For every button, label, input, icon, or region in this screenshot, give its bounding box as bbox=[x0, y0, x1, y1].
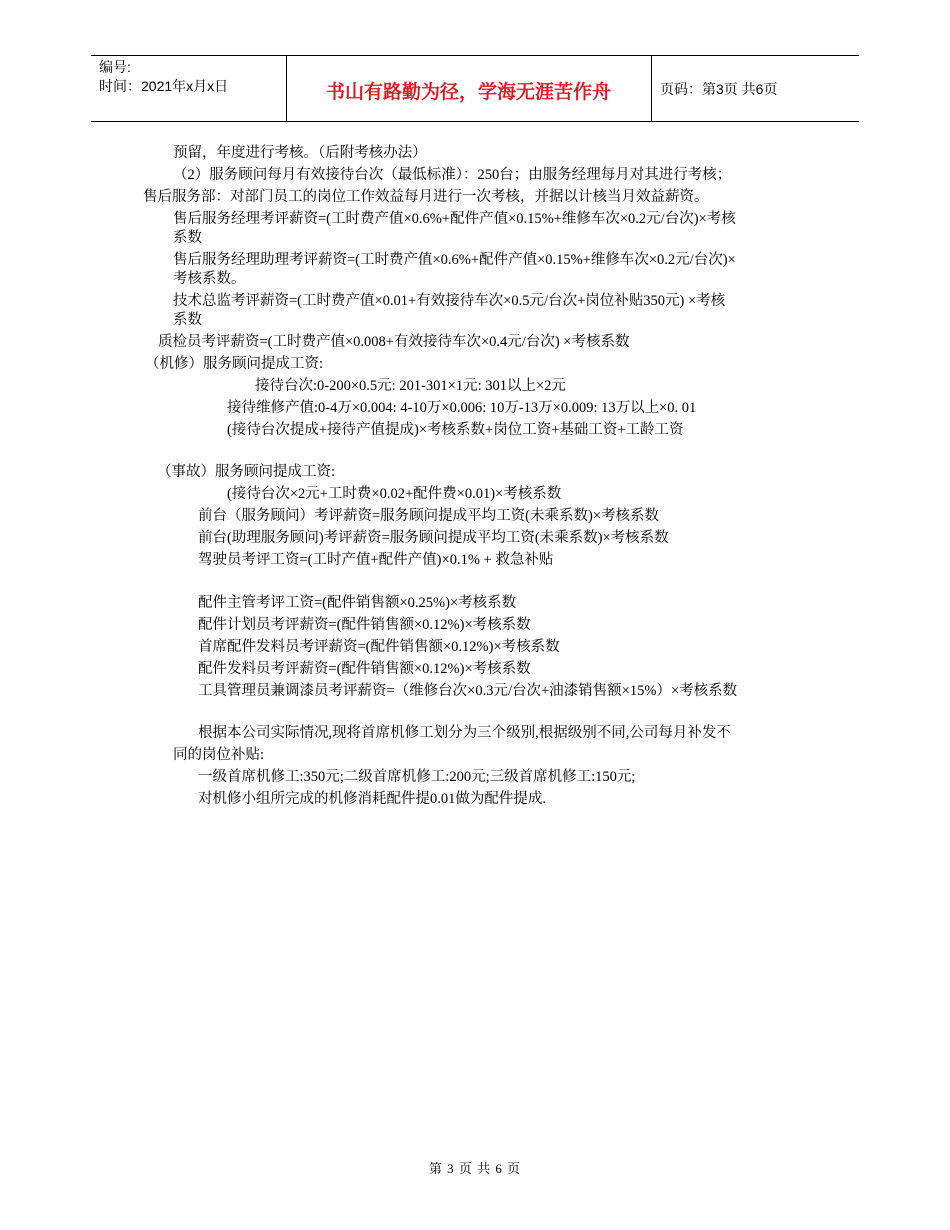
body-line: 系数 bbox=[173, 230, 202, 246]
body-line: 接待台次:0-200×0.5元: 201-301×1元: 301以上×2元 bbox=[255, 378, 566, 394]
header-bottom-rule bbox=[91, 121, 859, 122]
body-line: 售后服务经理助理考评薪资=(工时费产值×0.6%+配件产值×0.15%+维修车次×0.2元/台次)× bbox=[173, 252, 736, 268]
body-line: 首席配件发料员考评薪资=(配件销售额×0.12%)×考核系数 bbox=[198, 639, 560, 655]
body-line: （事故）服务顾问提成工资: bbox=[157, 464, 336, 480]
header-page-indicator: 页码：第3页 共6页 bbox=[660, 81, 778, 97]
body-line: 一级首席机修工:350元;二级首席机修工:200元;三级首席机修工:150元; bbox=[198, 769, 636, 785]
body-line: （2）服务顾问每月有效接待台次（最低标准）：250台；由服务经理每月对其进行考核； bbox=[173, 167, 732, 183]
body-line: 根据本公司实际情况,现将首席机修工划分为三个级别,根据级别不同,公司每月补发不 bbox=[198, 725, 731, 741]
body-line: 系数 bbox=[173, 312, 202, 328]
footer-page-number: 第 3 页 共 6 页 bbox=[428, 1161, 522, 1176]
body-line: 前台(助理服务顾问)考评薪资=服务顾问提成平均工资(未乘系数)×考核系数 bbox=[198, 530, 669, 546]
body-line: 质检员考评薪资=(工时费产值×0.008+有效接待车次×0.4元/台次) ×考核系数 bbox=[158, 334, 630, 350]
body-line: (接待台次×2元+工时费×0.02+配件费×0.01)×考核系数 bbox=[227, 486, 562, 502]
header-divider-right bbox=[651, 55, 652, 121]
body-line: 售后服务经理考评薪资=(工时费产值×0.6%+配件产值×0.15%+维修车次×0.2元/台次)×考核 bbox=[173, 211, 736, 227]
body-line: 配件计划员考评薪资=(配件销售额×0.12%)×考核系数 bbox=[198, 617, 531, 633]
header-info bbox=[99, 58, 228, 96]
body-line: 前台（服务顾问）考评薪资=服务顾问提成平均工资(未乘系数)×考核系数 bbox=[198, 508, 660, 524]
body-line: (接待台次提成+接待产值提成)×考核系数+岗位工资+基础工资+工龄工资 bbox=[227, 422, 684, 438]
body-line: 预留，年度进行考核。（后附考核办法） bbox=[173, 145, 427, 161]
body-line: 考核系数。 bbox=[173, 271, 246, 287]
body-line: 工具管理员兼调漆员考评薪资=（维修台次×0.3元/台次+油漆销售额×15%）×考核系数 bbox=[198, 683, 738, 699]
body-line: 同的岗位补贴: bbox=[173, 747, 265, 763]
body-line: 技术总监考评薪资=(工时费产值×0.01+有效接待车次×0.5元/台次+岗位补贴350元) ×考核 bbox=[173, 293, 726, 309]
document-time-label: 时间：2021年x月x日 bbox=[99, 78, 229, 94]
header-motto: 书山有路勤为径，学海无涯苦作舟 bbox=[325, 81, 611, 103]
header-top-rule bbox=[91, 55, 859, 56]
body-line: 接待维修产值:0-4万×0.004: 4-10万×0.006: 10万-13万×0.009: 13万以上×0. 01 bbox=[227, 400, 697, 416]
body-line: 驾驶员考评工资=(工时产值+配件产值)×0.1% + 救急补贴 bbox=[198, 552, 554, 568]
body-line: （机修）服务顾问提成工资: bbox=[145, 356, 324, 372]
document-number-label: 编号: bbox=[99, 59, 131, 75]
body-line: 配件主管考评工资=(配件销售额×0.25%)×考核系数 bbox=[198, 595, 517, 611]
body-line: 售后服务部：对部门员工的岗位工作效益每月进行一次考核，并据以计核当月效益薪资。 bbox=[143, 189, 709, 205]
body-line: 对机修小组所完成的机修消耗配件提0.01做为配件提成. bbox=[198, 791, 546, 807]
body-line: 配件发料员考评薪资=(配件销售额×0.12%)×考核系数 bbox=[198, 661, 531, 677]
